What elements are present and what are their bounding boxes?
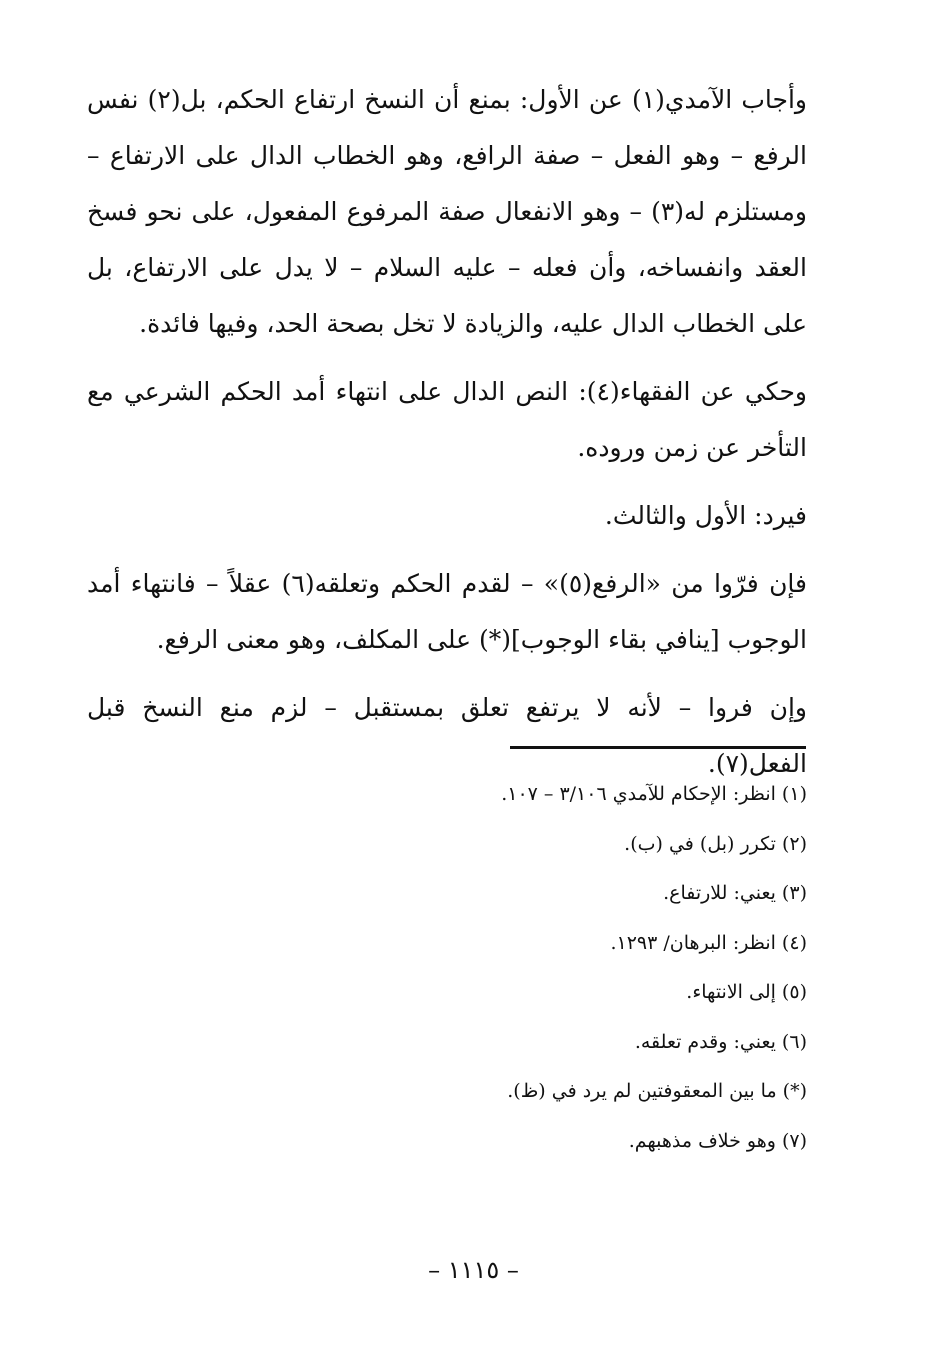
footnote-4: (٤) انظر: البرهان/ ١٢٩٣.: [610, 931, 807, 954]
footnote-2: (٢) تكرر (بل) في (ب).: [624, 832, 807, 855]
footnote-separator: [510, 746, 806, 749]
page-number: – ١١١٥ –: [428, 1256, 519, 1284]
footnote-7: (٧) وهو خلاف مذهبهم.: [628, 1129, 807, 1152]
footnote-1: (١) انظر: الإحكام للآمدي ٣/١٠٦ – ١٠٧.: [501, 783, 807, 805]
footnote-3: (٣) يعني: للارتفاع.: [663, 882, 807, 904]
paragraph-amidi-answer: وأجاب الآمدي(١) عن الأول: بمنع أن النسخ ارتفاع الحكم، بل(٢) نفس الرفع – وهو الفعل – صفة الرافع، وهو الخطاب الدال على الارتفاع – ومستلزم له(٣) – وهو الانفعال صفة المرفوع المفعول، على نحو فسخ العقد وانفساخه، وأن فعله – عليه السلام – لا يدل على الارتفاع، بل على الخطاب الدال عليه، والزيادة لا تخل بصحة الحد، وفيها فائدة.: [87, 85, 807, 338]
main-text: [87, 72, 807, 792]
paragraph-if-they-flee-future: وإن فروا – لأنه لا يرتفع تعلق بمستقبل – لزم منع النسخ قبل الفعل(٧).: [87, 693, 807, 778]
footnote-5: (٥) إلى الانتهاء.: [686, 981, 807, 1003]
paragraph-if-they-flee-raf: فإن فرّوا من «الرفع(٥)» – لقدم الحكم وتعلقه(٦) عقلاً – فانتهاء أمد الوجوب [ينافي بقاء الوجوب](*) على المكلف، وهو معنى الرفع.: [87, 569, 807, 654]
paragraph-fuqaha-definition: وحكي عن الفقهاء(٤): النص الدال على انتهاء أمد الحكم الشرعي مع التأخر عن زمن وروده.: [87, 377, 807, 462]
footnote-6: (٦) يعني: وقدم تعلقه.: [634, 1030, 807, 1053]
footnotes: [87, 770, 807, 1166]
footnote-asterisk: (*) ما بين المعقوفتين لم يرد في (ظ).: [507, 1080, 807, 1102]
paragraph-objection: فيرد: الأول والثالث.: [604, 501, 807, 530]
